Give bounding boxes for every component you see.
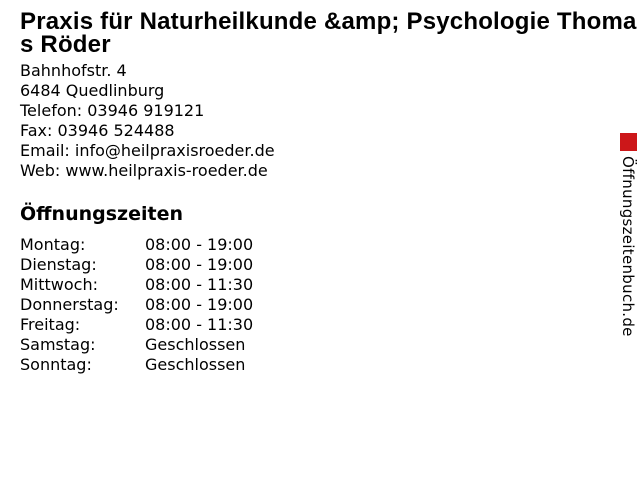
site-watermark-text: Öffnungszeitenbuch.de <box>619 156 637 337</box>
day-label: Samstag: <box>20 335 96 354</box>
time-value: 08:00 - 19:00 <box>145 255 254 274</box>
day-label: Donnerstag: <box>20 295 119 314</box>
time-value: Geschlossen <box>145 335 246 354</box>
contact-email: Email: info@heilpraxisroeder.de <box>20 141 275 160</box>
contact-street: Bahnhofstr. 4 <box>20 61 127 80</box>
day-label: Mittwoch: <box>20 275 98 294</box>
time-value: 08:00 - 11:30 <box>145 275 254 294</box>
day-label: Freitag: <box>20 315 81 334</box>
opening-hours-table <box>20 235 253 375</box>
time-value: 08:00 - 19:00 <box>145 235 254 254</box>
time-value: 08:00 - 11:30 <box>145 315 254 334</box>
time-value: Geschlossen <box>145 355 246 374</box>
day-label: Montag: <box>20 235 86 254</box>
site-watermark-banner <box>619 133 637 337</box>
contact-block <box>20 61 275 181</box>
contact-city: 6484 Quedlinburg <box>20 81 165 100</box>
day-label: Sonntag: <box>20 355 92 374</box>
contact-fax: Fax: 03946 524488 <box>20 121 175 140</box>
hours-row-thursday <box>20 295 253 315</box>
page-title-line-1: Praxis für Naturheilkunde &amp; Psychologie Thoma <box>20 8 637 35</box>
hours-row-wednesday <box>20 275 253 295</box>
day-label: Dienstag: <box>20 255 97 274</box>
contact-web: Web: www.heilpraxis-roeder.de <box>20 161 268 180</box>
page-title-line-2: s Röder <box>20 31 111 58</box>
hours-row-tuesday <box>20 255 253 275</box>
opening-hours-heading: Öffnungszeiten <box>20 203 183 225</box>
hours-row-saturday <box>20 335 253 355</box>
contact-phone: Telefon: 03946 919121 <box>20 101 205 120</box>
oeffnungszeitenbuch-logo-icon <box>620 133 637 151</box>
page-title <box>20 10 637 56</box>
hours-row-sunday <box>20 355 253 375</box>
time-value: 08:00 - 19:00 <box>145 295 254 314</box>
hours-row-friday <box>20 315 253 335</box>
hours-row-monday <box>20 235 253 255</box>
